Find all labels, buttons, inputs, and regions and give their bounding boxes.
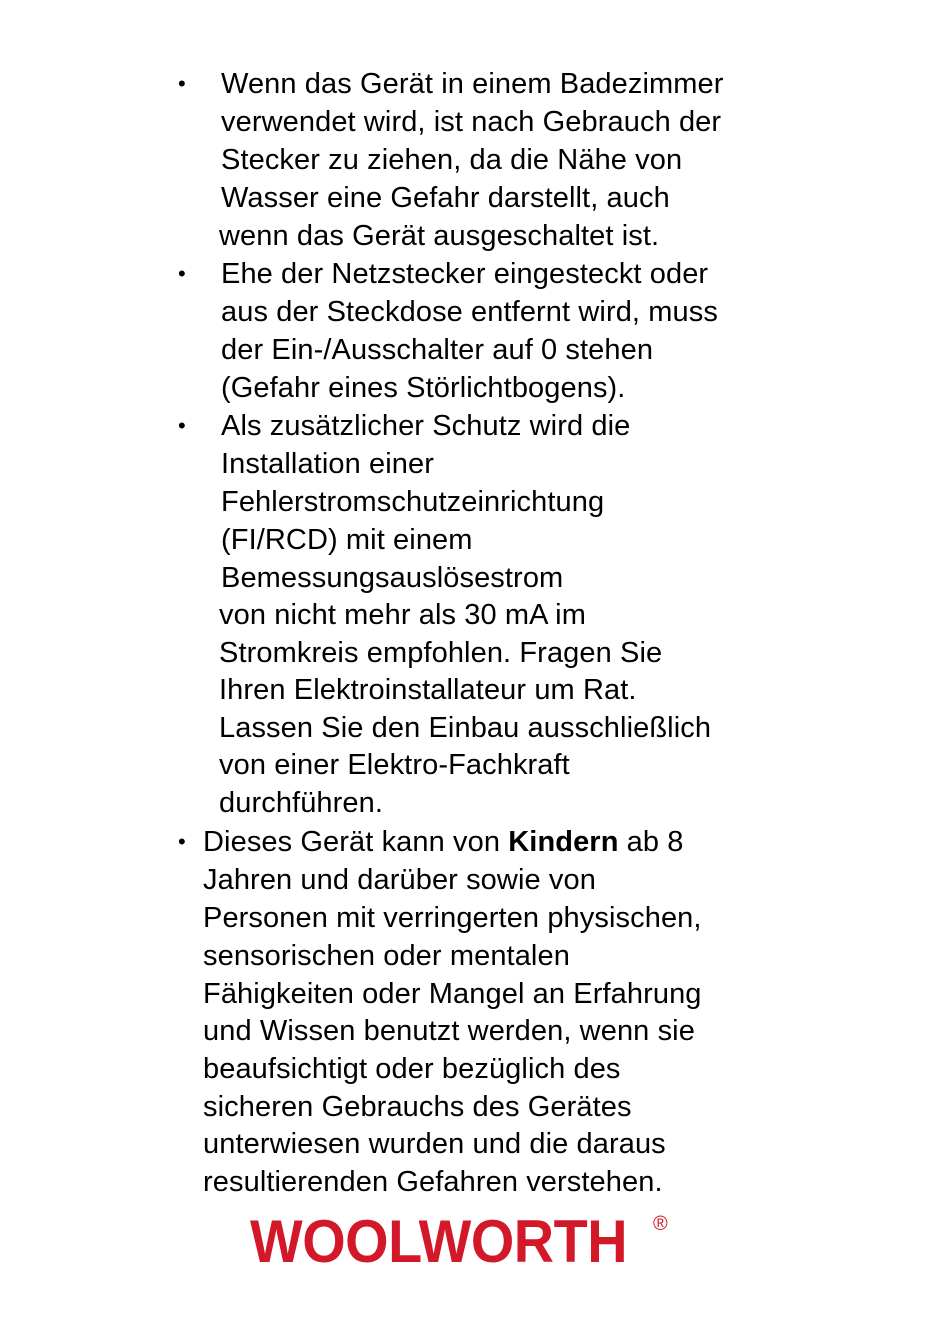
text-line: aus der Steckdose entfernt wird, muss: [221, 296, 718, 328]
woolworth-logo: [250, 1208, 680, 1275]
text-segment: Dieses Gerät kann von: [203, 826, 509, 858]
text-line: [203, 823, 684, 861]
bullet: •: [178, 829, 186, 854]
text-line: sicheren Gebrauchs des Gerätes: [203, 1091, 632, 1123]
text-line: von einer Elektro-Fachkraft: [219, 749, 570, 781]
text-line: beaufsichtigt oder bezüglich des: [203, 1053, 621, 1085]
text-line: Installation einer: [221, 448, 434, 480]
text-line: der Ein-/Ausschalter auf 0 stehen: [221, 334, 654, 366]
text-line: und Wissen benutzt werden, wenn sie: [203, 1015, 695, 1047]
text-line: (Gefahr eines Störlichtbogens).: [221, 372, 626, 404]
text-line: Ihren Elektroinstallateur um Rat.: [219, 674, 637, 706]
emphasis-children: Kindern: [508, 826, 619, 858]
bullet: •: [178, 413, 186, 438]
text-line: Jahren und darüber sowie von: [203, 864, 596, 896]
text-line: durchführen.: [219, 787, 384, 819]
text-line: unterwiesen wurden und die daraus: [203, 1128, 666, 1160]
text-line: Wenn das Gerät in einem Badezimmer: [221, 68, 724, 100]
text-line: Lassen Sie den Einbau ausschließlich: [219, 712, 712, 744]
bullet: •: [178, 261, 186, 286]
text-line: Personen mit verringerten physischen,: [203, 902, 702, 934]
text-line: von nicht mehr als 30 mA im: [219, 599, 586, 631]
registered-mark: ®: [653, 1213, 668, 1235]
text-line: Stromkreis empfohlen. Fragen Sie: [219, 637, 663, 669]
text-line: wenn das Gerät ausgeschaltet ist.: [219, 220, 660, 252]
text-line: verwendet wird, ist nach Gebrauch der: [221, 106, 722, 138]
text-line: Stecker zu ziehen, da die Nähe von: [221, 144, 683, 176]
text-line: Ehe der Netzstecker eingesteckt oder: [221, 258, 709, 290]
text-line: Wasser eine Gefahr darstellt, auch: [221, 182, 670, 214]
text-line: Fehlerstromschutzeinrichtung: [221, 486, 605, 518]
text-segment: ab 8: [618, 826, 684, 858]
text-line: (FI/RCD) mit einem: [221, 524, 473, 556]
text-line: Bemessungsauslösestrom: [221, 562, 564, 594]
bullet: •: [178, 71, 186, 96]
text-line: Als zusätzlicher Schutz wird die: [221, 410, 631, 442]
logo-wordmark: WOOLWORTH: [250, 1208, 628, 1275]
text-line: resultierenden Gefahren verstehen.: [203, 1166, 663, 1198]
text-line: Fähigkeiten oder Mangel an Erfahrung: [203, 978, 702, 1010]
text-line: sensorischen oder mentalen: [203, 940, 570, 972]
